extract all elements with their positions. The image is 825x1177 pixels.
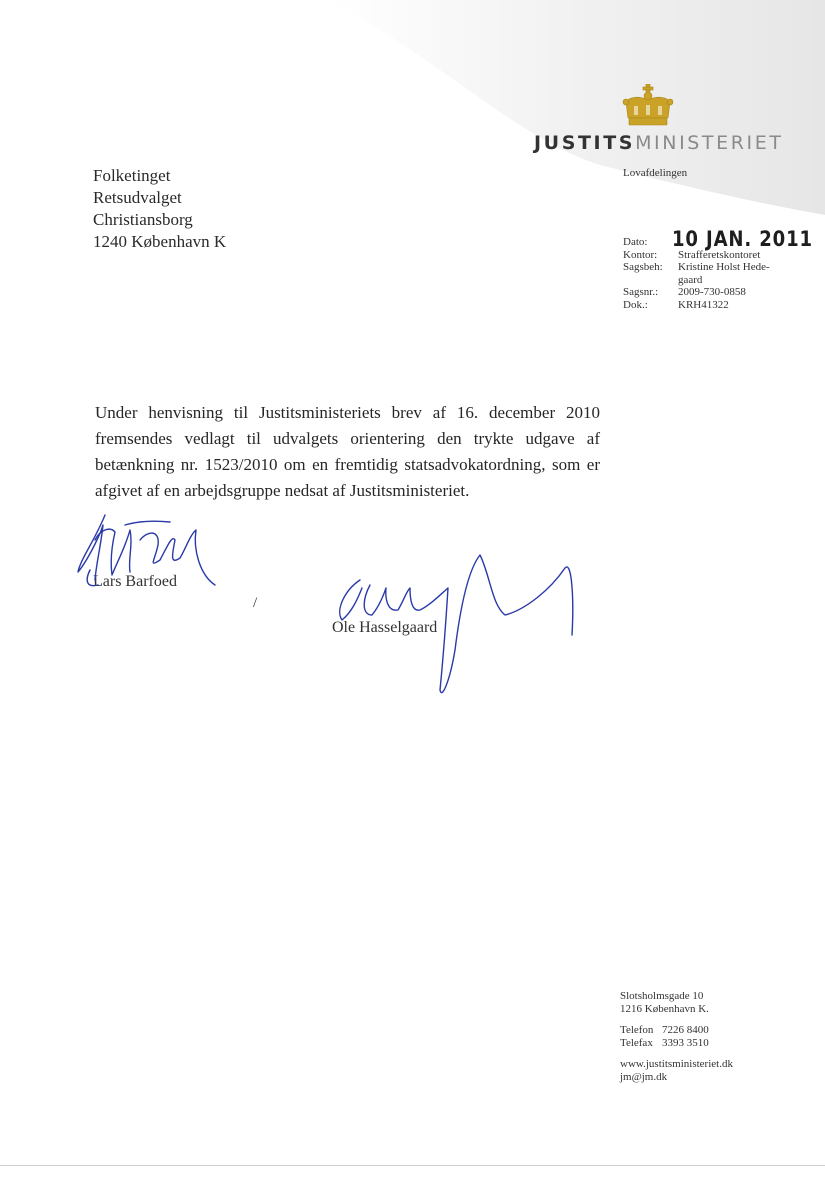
recipient-line: Christiansborg — [93, 210, 193, 229]
date-label: Dato: — [623, 236, 648, 248]
signature-separator: / — [253, 595, 258, 611]
ministry-wordmark-bold: JUSTITS — [534, 132, 636, 154]
recipient-line: Folketinget — [93, 166, 171, 185]
website-link[interactable]: www.justitsministeriet.dk — [620, 1058, 733, 1070]
letter-body: Under henvisning til Justitsministeriets brev af 16. december 2010 fremsendes vedlagt til udvalgets orientering den trykte udgave af betænkning nr. 1523/2010 om en fremtidig statsadvokatordning, som er afgivet af en arbejdsgruppe nedsat af Justitsministeriet. — [95, 403, 600, 500]
recipient-line: Retsudvalget — [93, 188, 182, 207]
fax-label: Telefax — [620, 1036, 653, 1049]
signature-1-stroke — [125, 521, 170, 525]
handler-label: Sagsbeh: — [623, 261, 663, 273]
footer-address-line: Slotsholmsgade 10 — [620, 990, 704, 1002]
signature-1-stroke — [95, 529, 131, 575]
case-metadata — [623, 236, 793, 311]
handler-value-cont: gaard — [678, 273, 703, 286]
doc-label: Dok.: — [623, 298, 648, 311]
office-value: Strafferetskontoret — [678, 248, 761, 261]
ministry-wordmark — [534, 132, 784, 154]
date-stamp: 10 JAN. 2011 — [672, 227, 813, 251]
email-link[interactable]: jm@jm.dk — [620, 1070, 668, 1083]
signature-1-stroke — [78, 515, 105, 580]
ministry-wordmark-light: MINISTERIET — [635, 132, 784, 154]
doc-value: KRH41322 — [678, 298, 729, 311]
handler-value: Kristine Holst Hede- — [678, 261, 770, 273]
crown-icon — [620, 84, 676, 130]
recipient-address — [93, 165, 226, 253]
signer1-name: Lars Barfoed — [93, 573, 177, 590]
signer2-name: Ole Hasselgaard — [332, 619, 438, 636]
case-number-label: Sagsnr.: — [623, 286, 659, 298]
phone-value: 7226 8400 — [662, 1024, 709, 1036]
office-label: Kontor: — [623, 248, 658, 261]
case-number-value: 2009-730-0858 — [678, 286, 746, 298]
ministry-contact-footer — [620, 990, 733, 1083]
fax-value: 3393 3510 — [662, 1036, 709, 1049]
page-bottom-rule — [0, 1165, 825, 1166]
phone-label: Telefon — [620, 1024, 654, 1036]
department-name: Lovafdelingen — [623, 167, 688, 179]
signature-2-stroke — [340, 580, 362, 620]
recipient-line: 1240 København K — [93, 232, 227, 251]
footer-address-line: 1216 København K. — [620, 1002, 709, 1015]
